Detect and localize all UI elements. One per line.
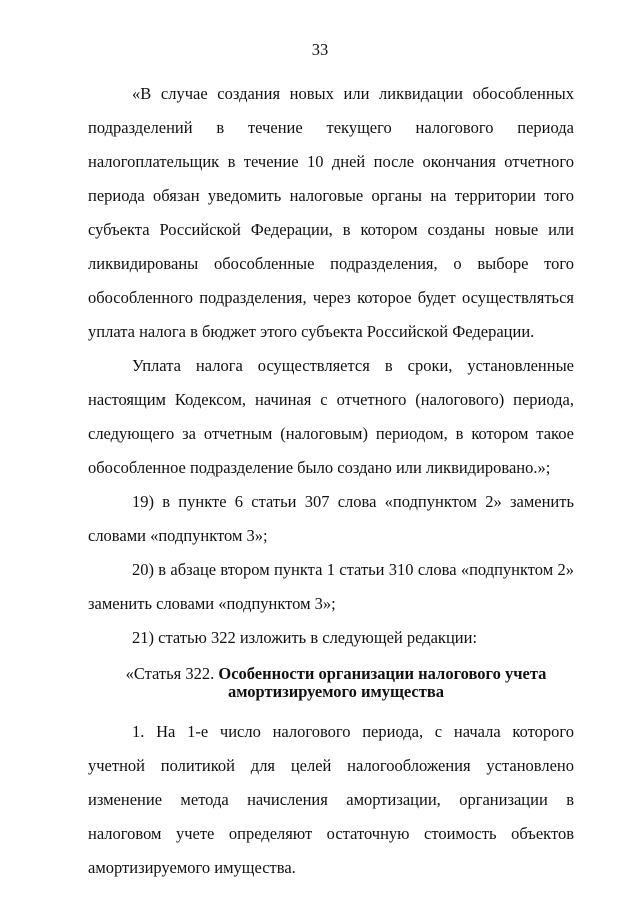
page-number: 33: [311, 40, 329, 59]
paragraph-article-322-item-1: 1. На 1-е число налогового периода, с начала которого учетной политикой для целей налогообложения установлено изменение метода начисления амортизации, организации в налоговом учете определяют остаточную стоимость объектов амортизируемого имущества.: [88, 722, 574, 877]
article-heading-title-part1: Особенности организации налогового учета: [218, 664, 547, 683]
article-heading-prefix: «Статья 322.: [125, 664, 219, 683]
article-heading: [88, 665, 574, 701]
paragraph-separate-divisions: «В случае создания новых или ликвидации обособленных подразделений в течение текущего налогового периода налогоплательщик в течение 10 дней после окончания отчетного периода обязан уведомить налоговые органы на территории того субъекта Российской Федерации, в котором созданы новые или ликвидированы обособленные подразделения, о выборе того обособленного подразделения, через которое будет осуществляться уплата налога в бюджет этого субъекта Российской Федерации.: [88, 84, 574, 341]
paragraph-item-19: 19) в пункте 6 статьи 307 слова «подпунктом 2» заменить словами «подпунктом 3»;: [88, 492, 574, 545]
article-heading-title-part2: амортизируемого имущества: [227, 682, 445, 701]
document-body: [88, 77, 574, 885]
paragraph-item-20: 20) в абзаце втором пункта 1 статьи 310 слова «подпунктом 2» заменить словами «подпунктом 3»;: [88, 560, 574, 613]
article-heading-line1: [98, 665, 574, 683]
paragraph-item-21: 21) статью 322 изложить в следующей редакции:: [132, 628, 478, 647]
paragraph-tax-payment-terms: Уплата налога осуществляется в сроки, установленные настоящим Кодексом, начиная с отчетного (налогового) периода, следующего за отчетным (налоговым) периодом, в котором такое обособленное подразделение было создано или ликвидировано.»;: [88, 356, 574, 477]
